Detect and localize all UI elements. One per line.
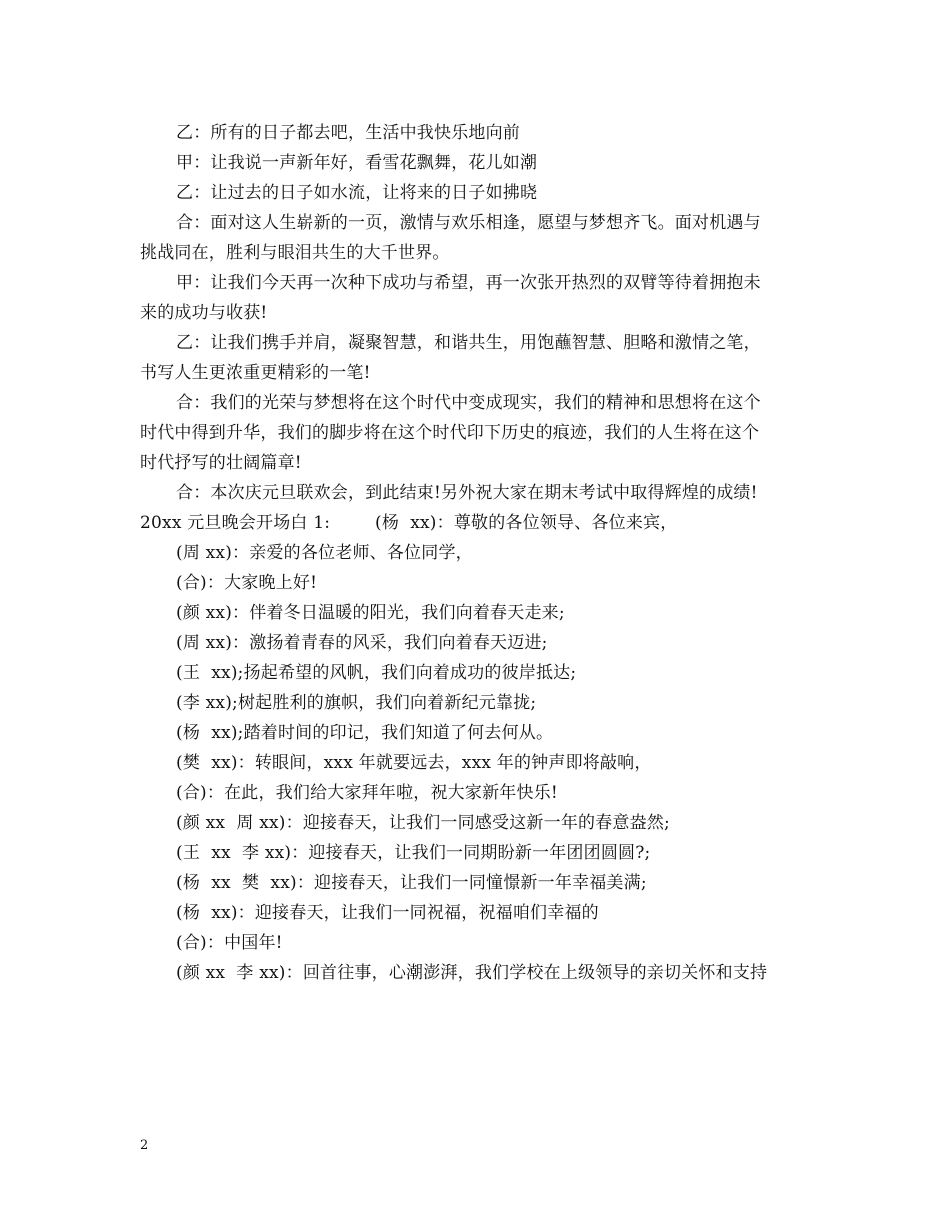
text-line: (李 xx);树起胜利的旗帜，我们向着新纪元靠拢; — [176, 693, 537, 713]
text-line: 合：我们的光荣与梦想将在这个时代中变成现实，我们的精神和思想将在这个 — [176, 393, 761, 413]
text-line: 乙：所有的日子都去吧，生活中我快乐地向前 — [176, 123, 520, 143]
text-line: (颜 xx 周 xx)：迎接春天，让我们一同感受这新一年的春意盎然; — [176, 813, 670, 833]
page-number: 2 — [140, 1138, 149, 1153]
text-line: 乙：让过去的日子如水流，让将来的日子如拂晓 — [176, 183, 538, 203]
text-line: (周 xx)：激扬着青春的风采，我们向着春天迈进; — [176, 633, 548, 653]
text-line: (周 xx)：亲爱的各位老师、各位同学， — [176, 543, 473, 563]
text-line: 20xx 元旦晚会开场白 1: (杨 xx)：尊敬的各位领导、各位来宾， — [140, 513, 678, 533]
text-line: 乙：让我们携手并肩，凝聚智慧，和谐共生，用饱蘸智慧、胆略和激情之笔， — [176, 333, 761, 353]
text-line: (王 xx 李 xx)：迎接春天，让我们一同期盼新一年团团圆圆?; — [176, 843, 651, 863]
text-line: (杨 xx)：迎接春天，让我们一同祝福，祝福咱们幸福的 — [176, 903, 599, 923]
document-body — [140, 118, 812, 988]
text-line: 书写人生更浓重更精彩的一笔! — [140, 363, 371, 383]
text-line: (合)：中国年! — [176, 933, 283, 953]
text-line: (合)：大家晚上好! — [176, 573, 318, 593]
text-line: (杨 xx 樊 xx)：迎接春天，让我们一同憧憬新一年幸福美满; — [176, 873, 647, 893]
text-line: 甲：让我说一声新年好，看雪花飘舞，花儿如潮 — [176, 153, 538, 173]
text-line: 合：本次庆元旦联欢会，到此结束!另外祝大家在期末考试中取得辉煌的成绩! — [176, 483, 758, 503]
text-line: (王 xx);扬起希望的风帆，我们向着成功的彼岸抵达; — [176, 663, 577, 683]
text-line: 时代抒写的壮阔篇章! — [140, 453, 302, 473]
text-line: 来的成功与收获! — [140, 303, 268, 323]
text-line: 挑战同在，胜利与眼泪共生的大千世界。 — [140, 243, 450, 263]
text-line: 甲：让我们今天再一次种下成功与希望，再一次张开热烈的双臂等待着拥抱未 — [176, 273, 761, 293]
text-line: (杨 xx);踏着时间的印记，我们知道了何去何从。 — [176, 723, 554, 743]
text-line: 合：面对这人生崭新的一页，激情与欢乐相逢，愿望与梦想齐飞。面对机遇与 — [176, 213, 761, 233]
text-line: (樊 xx)：转眼间，xxx 年就要远去，xxx 年的钟声即将敲响， — [176, 753, 652, 773]
text-line: (颜 xx)：伴着冬日温暖的阳光，我们向着春天走来; — [176, 603, 565, 623]
text-line: 时代中得到升华，我们的脚步将在这个时代印下历史的痕迹，我们的人生将在这个 — [140, 423, 760, 443]
text-line: (合)：在此，我们给大家拜年啦，祝大家新年快乐! — [176, 783, 558, 803]
text-line: (颜 xx 李 xx)：回首往事，心潮澎湃，我们学校在上级领导的亲切关怀和支持 — [176, 963, 768, 983]
